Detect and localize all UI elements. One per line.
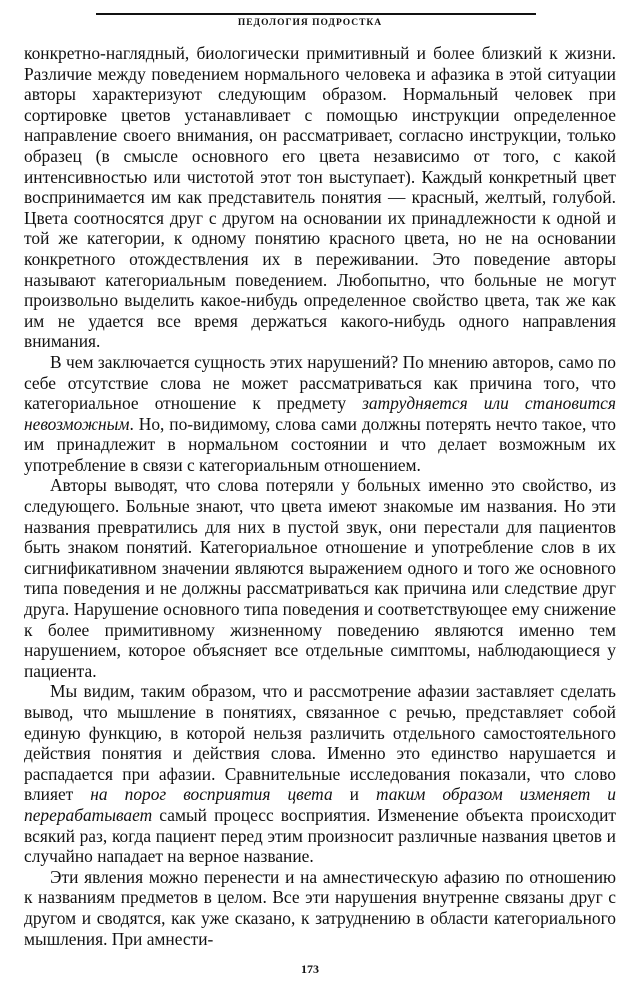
italic-segment: затрудняется или становится невозможным: [24, 393, 616, 434]
paragraph-3: [24, 475, 616, 681]
text-segment: Авторы выводят, что слова потеряли у больных именно это свойство, из следующего. Больные знают, что цвета имеют знакомые им названия. Но эти названия превратились для них в пустой звук, они перестали для пациентов быть знаком понятий. Категориальное отношение и употребление слов в их сигнификативном значении являются выражением одного и того же основного типа поведения и не должны рассматриваться как причина или следствие друг друга. Нарушение основного типа поведения и соответствующее ему снижение к более примитивному жизненному поведению являются именно тем нарушением, которое объясняет все отдельные симптомы, наблюдающиеся у пациента.: [24, 475, 616, 681]
text-segment: конкретно-наглядный, биологически примитивный и более близкий к жизни. Различие между поведением нормального человека и афазика в этой ситуации авторы характеризуют следующим образом. Нормальный человек при сортировке цветов устанавливает с помощью инструкции определенное направление своего внимания, он рассматривает, согласно инструкции, только образец (в смысле основного его цвета независимо от того, с какой интенсивностью или чистотой этот тон выступает). Каждый конкретный цвет воспринимается им как представитель понятия — красный, желтый, голубой. Цвета соотносятся друг с другом на основании их принадлежности к одной и той же категории, к одному понятию красного цвета, но не на основании конкретного отождествления их в переживании. Это поведение авторы называют категориальным поведением. Любопытно, что больные не могут произвольно выделить какое-нибудь определенное свойство цвета, так же как им не удается все время держаться какого-нибудь одного направления внимания.: [24, 43, 616, 352]
italic-segment: на порог восприятия цвета: [90, 784, 333, 805]
paragraph-5: [24, 867, 616, 949]
paragraph-1: [24, 43, 616, 352]
header-rule: [96, 13, 536, 15]
text-segment: Мы видим, таким образом, что и рассмотрение афазии заставляет сделать вывод, что мышление в понятиях, связанное с речью, представляет собой единую функцию, в которой нельзя различить отдельного самостоятельного действия понятия и действия слова. Именно это единство нарушается и распадается при афазии. Сравнительные исследования показали, что слово влияет: [24, 681, 616, 805]
text-segment: и: [332, 784, 376, 805]
text-segment: . Но, по-видимому, слова сами должны потерять нечто такое, что им принадлежит в нормальном состоянии и что делает возможным их употребление в связи с категориальным отношением.: [24, 413, 616, 475]
text-segment: самый процесс восприятия. Изменение объекта происходит всякий раз, когда пациент перед этим произносит различные названия цветов и случайно нападает на верное название.: [24, 804, 616, 867]
italic-segment: таким образом изменяет и перерабатывает: [24, 784, 617, 825]
body-text: [24, 43, 616, 949]
text-segment: В чем заключается сущность этих нарушений? По мнению авторов, само по себе отсутствие слова не может рассматриваться как причина того, что категориальное отношение к предмету: [24, 351, 616, 414]
running-title: ПЕДОЛОГИЯ ПОДРОСТКА: [237, 18, 383, 28]
page-number: 173: [301, 962, 319, 976]
paragraph-4: [24, 681, 616, 866]
paragraph-2: [24, 352, 616, 476]
text-segment: Эти явления можно перенести и на амнестическую афазию по отношению к названиям предметов в целом. Все эти нарушения внутренне связаны друг с другом и сводятся, как уже сказано, к затруднению в области категориального мышления. При амнести-: [24, 866, 616, 949]
